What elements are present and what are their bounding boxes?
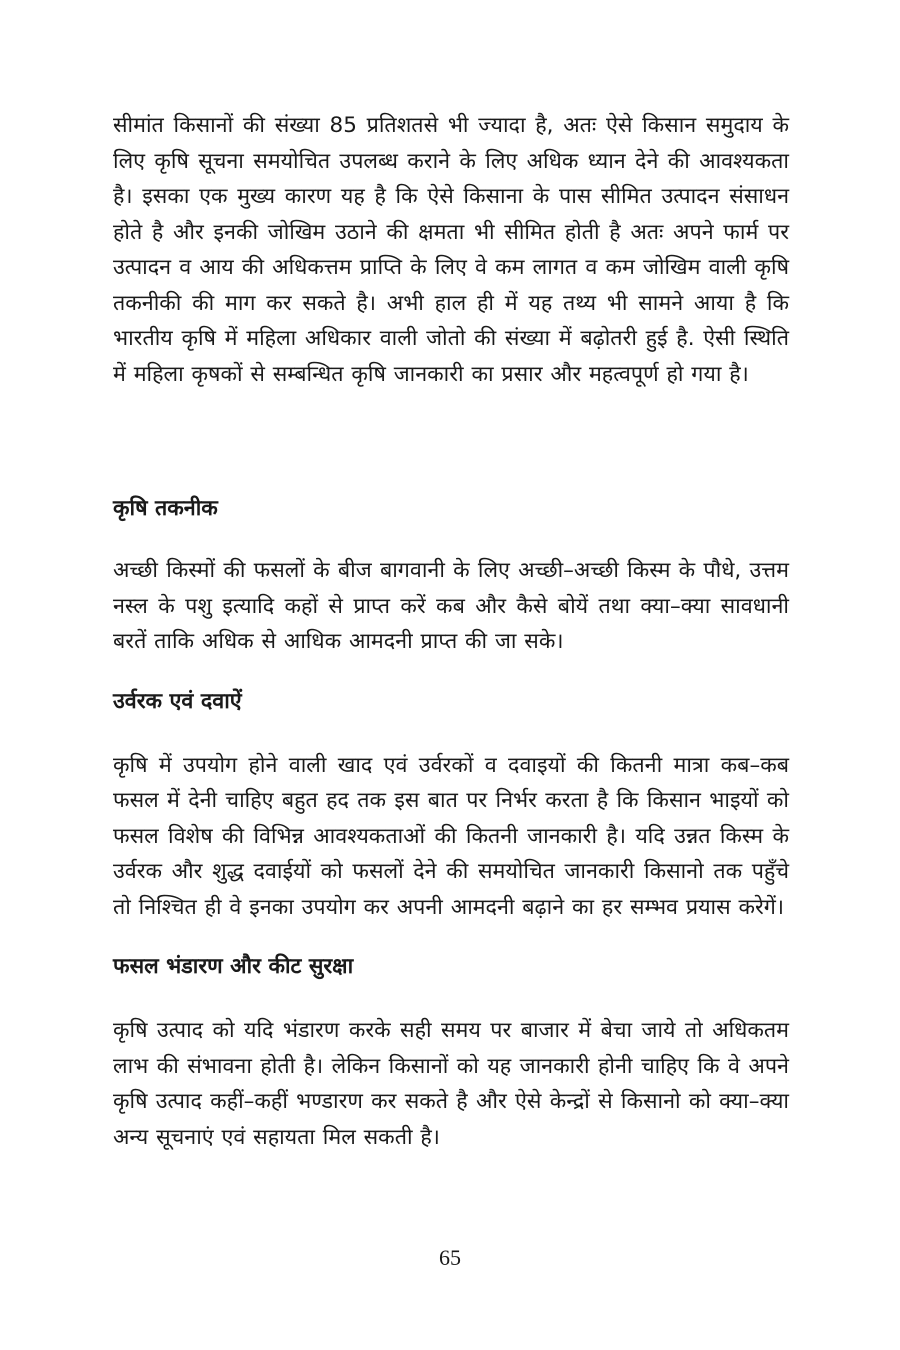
document-page [113,108,789,1155]
intro-paragraph: सीमांत किसानों की संख्या 85 प्रतिशतसे भी ज्यादा है, अतः ऐसे किसान समुदाय के लिए कृषि सूचना समयोचित उपलब्ध कराने के लिए अधिक ध्यान देने की आवश्यकता है। इसका एक मुख्य कारण यह है कि ऐसे किसाना के पास सीमित उत्पादन संसाधन होते है और इनकी जोखिम उठाने की क्षमता भी सीमित होती है अतः अपने फार्म पर उत्पादन व आय की अधिकत्तम प्राप्ति के लिए वे कम लागत व कम जोखिम वाली कृषि तकनीकी की माग कर सकते है। अभी हाल ही में यह तथ्य भी सामने आया है कि भारतीय कृषि में महिला अधिकार वाली जोतो की संख्या में बढ़ोतरी हुई है. ऐसी स्थिति में महिला कृषकों से सम्बन्धित कृषि जानकारी का प्रसार और महत्वपूर्ण हो गया है। [113,113,789,387]
fertilizers-paragraph: कृषि में उपयोग होने वाली खाद एवं उर्वरकों व दवाइयों की कितनी मात्रा कब–कब फसल में देनी चाहिए बहुत हद तक इस बात पर निर्भर करता है कि किसान भाइयों को फसल विशेष की विभिन्न आवश्यकताओं की कितनी जानकारी है। यदि उन्नत किस्म के उर्वरक और शुद्ध दवाईयों को फसलों देने की समयोचित जानकारी किसानो तक पहुँचे तो निश्चित ही वे इनका उपयोग कर अपनी आमदनी बढ़ाने का हर सम्भव प्रयास करेगें। [113,752,789,920]
storage-paragraph: कृषि उत्पाद को यदि भंडारण करके सही समय पर बाजार में बेचा जाये तो अधिकतम लाभ की संभावना होती है। लेकिन किसानों को यह जानकारी होनी चाहिए कि वे अपने कृषि उत्पाद कहीं–कहीं भण्डारण कर सकते है और ऐसे केन्द्रों से किसानो को क्या–क्या अन्य सूचनाएं एवं सहायता मिल सकती है। [113,1018,789,1150]
section-heading-agri-technology: कृषि तकनीक [113,496,218,521]
section-heading-fertilizers: उर्वरक एवं दवाऐं [113,688,242,714]
agri-technology-paragraph: अच्छी किस्मों की फसलों के बीज बागवानी के लिए अच्छी–अच्छी किस्म के पौधे, उत्तम नस्ल के पशु इत्यादि कहों से प्राप्त करें कब और कैसे बोयें तथा क्या–क्या सावधानी बरतें ताकि अधिक से आधिक आमदनी प्राप्त की जा सके। [113,558,789,654]
page-number: 65 [439,1245,461,1270]
section-heading-storage-pest: फसल भंडारण और कीट सुरक्षा [113,954,354,979]
